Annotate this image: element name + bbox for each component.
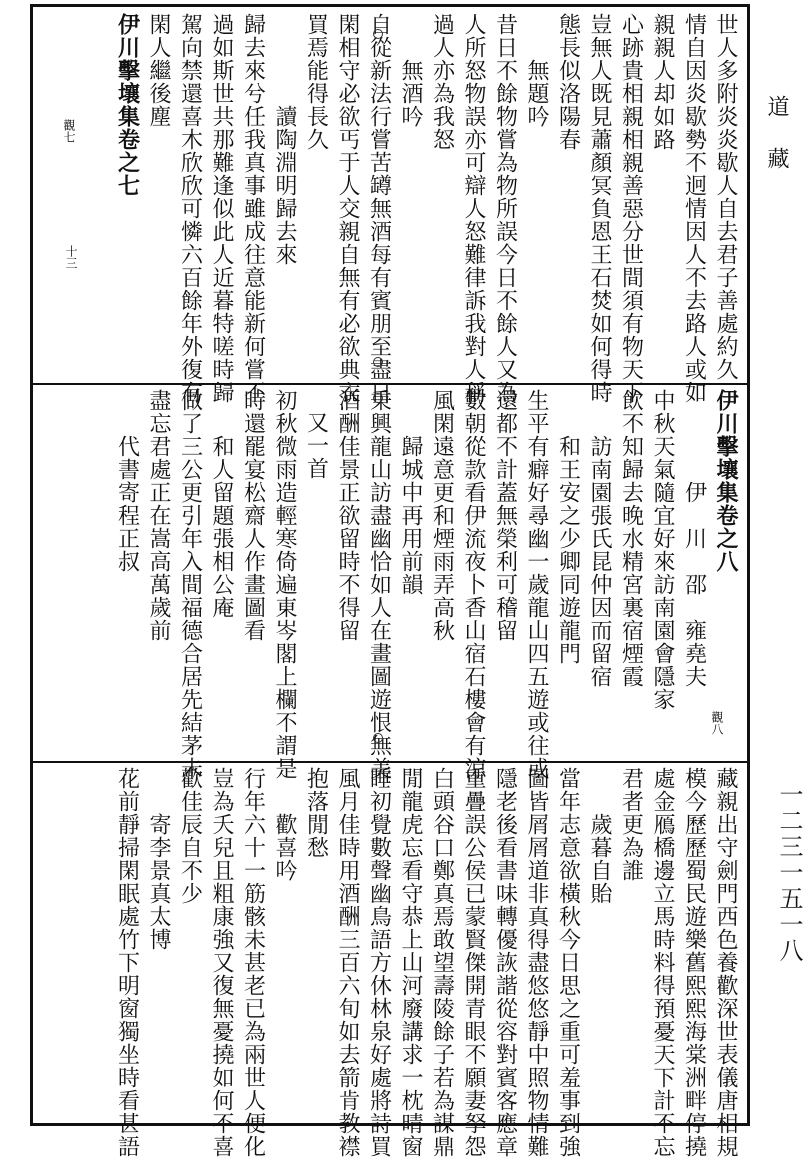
text-column: 圖皆屑屑道非真得盡悠悠靜中照物情難 — [524, 767, 549, 1158]
text-column: 風月佳時用酒酬三百六旬如去箭肯教襟 — [335, 767, 360, 1158]
text-column: 睡初覺數聲幽鳥語方休林泉好處將詩買 — [366, 767, 392, 1158]
columns-bottom — [39, 767, 741, 1158]
text-column: 人所怒物誤亦可辯人怒難律訴我對人稱 — [461, 13, 486, 404]
text-column: 情自因炎歇勢不迥情因人不去路人或如 — [681, 13, 707, 404]
text-column: 歸城中再用前韻 — [398, 435, 423, 596]
text-column: 歡佳辰自不少 — [177, 767, 203, 905]
text-column: 寄李景真太博 — [146, 813, 171, 951]
page-mark: 觀八 — [710, 711, 724, 735]
text-column: 閒龍虎忘看守恭上山河廢講求一枕晴窗 — [398, 767, 423, 1158]
text-column: 心跡貴相親相親善惡分世間須有物天下 — [618, 13, 644, 404]
text-column: 和人留題張相公庵 — [209, 435, 234, 619]
text-column: 行年六十一筋骸未甚老已為兩世人便化 — [240, 767, 266, 1158]
text-column: 當年志意欲橫秋今日思之重可羞事到強 — [555, 767, 581, 1158]
text-column: 過如斯世共那難逢似此人近暮特嗟時歸 — [209, 13, 234, 404]
text-column: 抱落閒愁 — [303, 767, 329, 859]
text-column: 訪南園張氏昆仲因而留宿 — [587, 435, 612, 688]
text-column: 做了三公更引年入間福德合居先結茅未 — [177, 389, 203, 780]
text-column: 重疊誤公侯已蒙賢傑開青眼不願妻孥怨 — [461, 767, 486, 1158]
text-column: 盡忘君處正在嵩高萬歲前 — [146, 389, 171, 642]
text-column: 還都不計蓋無榮利可稽留 — [492, 389, 518, 642]
text-column: 和王安之少卿同遊龍門 — [555, 435, 581, 665]
text-column: 藏親出守劍門西色養歡深世表儀唐相規 — [713, 767, 738, 1158]
text-column: 閑人繼後塵 — [146, 13, 171, 128]
text-column: 中秋天氣隨宜好來訪南園會隱家 — [650, 389, 675, 711]
text-column: 無題吟 — [524, 59, 549, 128]
text-column: 伊川擊壤集卷之八 — [713, 389, 739, 573]
text-column: 自從新法行嘗苦罇無酒每有賓朋至盡日 — [366, 13, 392, 404]
text-column: 過人亦為我怒 — [429, 13, 455, 151]
text-column: 伊川擊壤集卷之七 — [114, 13, 141, 197]
text-column: 歸去來兮任我真事雖成往意能新何嘗不 — [240, 13, 266, 404]
text-column: 閑相守必欲丐于人交親自無有必欲典衣 — [335, 13, 360, 404]
text-column: 代書寄程正叔 — [114, 435, 140, 573]
text-band-bottom — [33, 761, 747, 1158]
text-column: 秉興龍山訪盡幽恰如人在畫圖遊恨無美 — [366, 389, 392, 780]
columns-middle — [39, 389, 741, 780]
text-column: 昔日不餘物嘗為物所誤今日不餘人又為 — [492, 13, 518, 404]
circle-mark — [373, 393, 383, 403]
text-column: 數朝從款看伊流夜卜香山宿石樓會有涼 — [461, 389, 486, 780]
text-column: 花前靜掃閑眠處竹下明窗獨坐時看甚語 — [114, 767, 140, 1158]
text-column: 歲暮自貽 — [587, 813, 612, 905]
text-column: 白頭谷口鄭真焉敢望壽陵餘子若為謀鼎 — [429, 767, 455, 1158]
text-column: 又一首 — [303, 411, 329, 480]
text-column: 初秋微雨造輕寒倚遍東岑閣上欄不謂是 — [272, 389, 297, 780]
circle-mark — [373, 357, 383, 367]
text-column: 駕向禁還喜木欣欣可憐六百餘年外復有 — [177, 13, 203, 404]
small-mark: 觀七 — [62, 119, 76, 143]
text-column: 豈無人既見蕭顏冥負恩王石焚如何得時 — [587, 13, 612, 404]
circle-mark — [373, 29, 383, 39]
side-label: 道藏 — [764, 95, 789, 199]
text-column: 親親人却如路 — [650, 13, 675, 151]
text-column: 伊 川 邵 雍堯夫 — [681, 481, 707, 688]
text-column: 態長似洛陽春 — [555, 13, 581, 151]
text-column: 買焉能得長久 — [303, 13, 329, 151]
text-column: 讀陶淵明歸去來 — [272, 105, 297, 266]
columns-top — [39, 13, 741, 404]
text-column: 無酒吟 — [398, 59, 423, 128]
text-column: 豈為夭兒且粗康強又復無憂撓如何不喜 — [209, 767, 234, 1158]
text-column: 模今歷歷蜀民遊樂舊熙熙海棠洲畔停撓 — [681, 767, 707, 1158]
text-column: 隱老後看書味轉優詼諧從容對賓客應章 — [492, 767, 518, 1158]
text-column: 君者更為誰 — [618, 767, 644, 882]
text-column: 歡喜吟 — [272, 813, 297, 882]
document-frame — [30, 4, 750, 1158]
text-column: 風閑遠意更和煙雨弄高秋 — [429, 389, 455, 642]
page-number: 一二三一五一八 — [775, 782, 803, 964]
text-column: 生平有癖好尋幽一歲龍山四五遊或往或 — [524, 389, 549, 780]
text-band-middle — [33, 383, 747, 780]
text-band-top — [33, 7, 747, 404]
circle-mark — [373, 733, 383, 743]
text-column: 世人多附炎炎歇人自去君子善處約久 — [713, 13, 738, 381]
text-column: 酒酬佳景正欲留時不得留 — [335, 389, 360, 642]
text-column: 時還罷宴松齋人作畫圖看 — [240, 389, 266, 642]
page-mark: 十三 — [64, 245, 78, 269]
text-column: 飲不知歸去晚水精宮裏宿煙霞 — [618, 389, 644, 688]
text-column: 處金鴈橋邊立馬時料得預憂天下計不忘 — [650, 767, 675, 1158]
